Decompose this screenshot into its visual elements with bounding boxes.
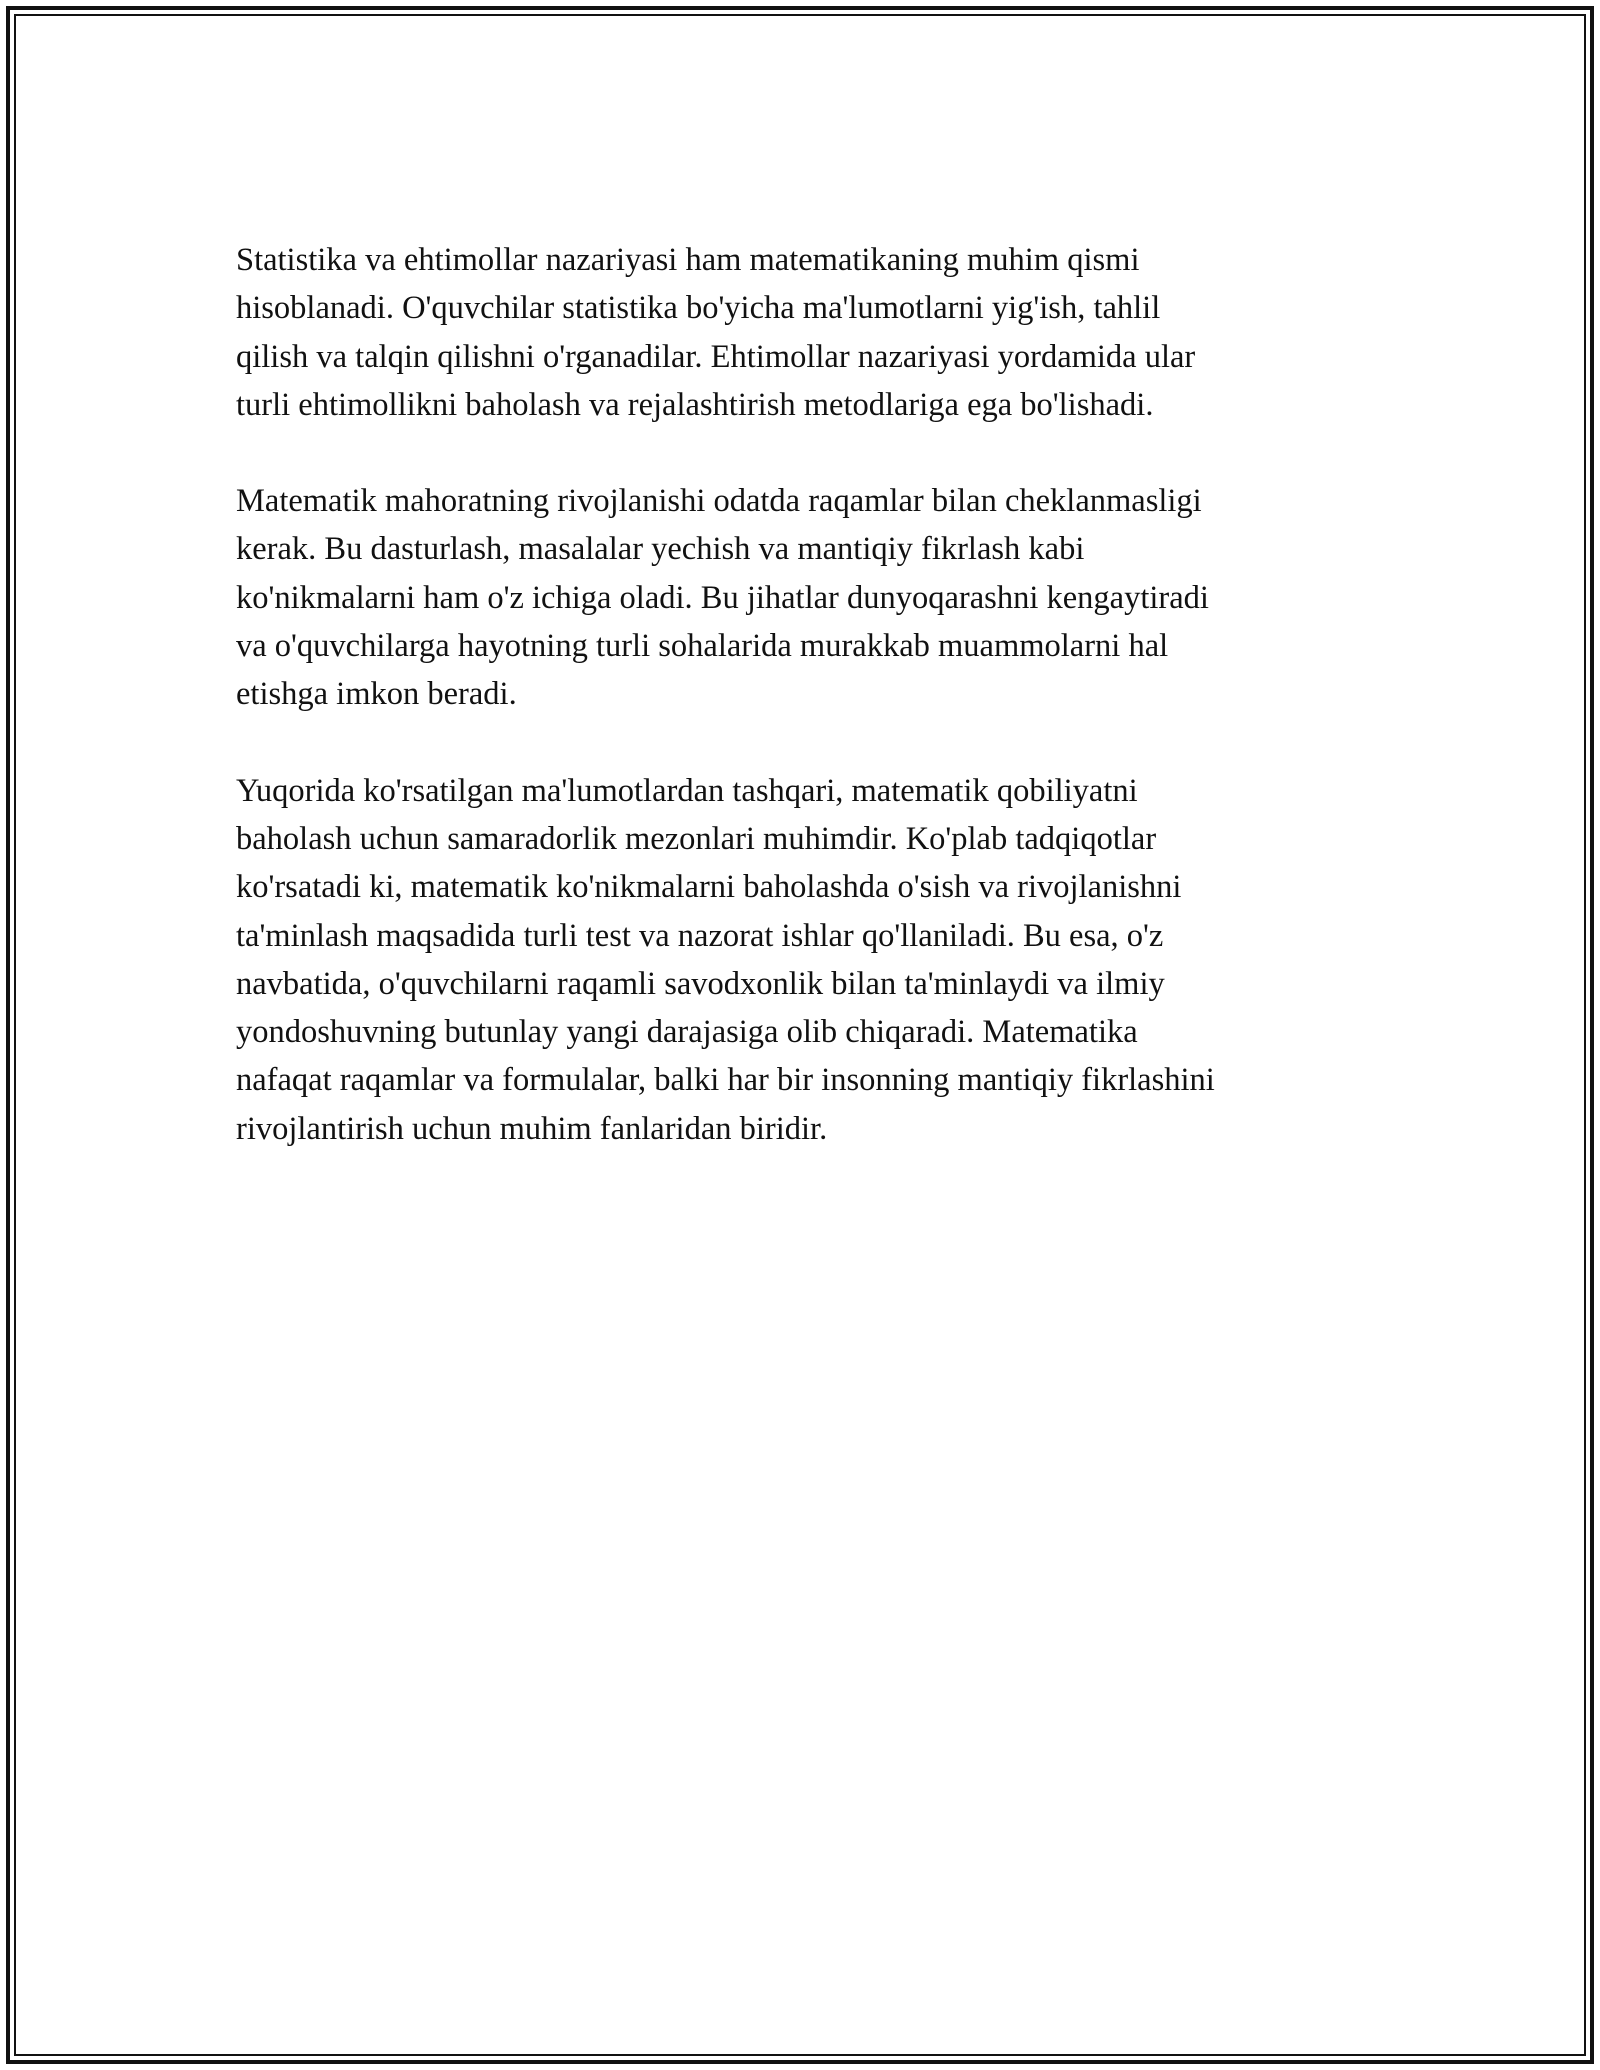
paragraph-statistics: Statistika va ehtimollar nazariyasi ham matematikaning muhim qismi hisoblanadi. O'quvchilar statistika bo'yicha ma'lumotlarni yig'ish, tahlil qilish va talqin qilishni o'rganadilar. Ehtimollar nazariyasi yordamida ular turli ehtimollikni baholash va rejalashtirish metodlariga ega bo'lishadi.: [236, 242, 1196, 423]
paragraph-math-skills: Matematik mahoratning rivojlanishi odatda raqamlar bilan cheklanmasligi kerak. Bu dasturlash, masalalar yechish va mantiqiy fikrlash kabi ko'nikmalarni ham o'z ichiga oladi. Bu jihatlar dunyoqarashni kengaytiradi va o'quvchilarga hayotning turli sohalarida murakkab muammolarni hal etishga imkon beradi.: [236, 483, 1209, 713]
document-body: [236, 236, 1366, 1153]
paragraph-assessment: Yuqorida ko'rsatilgan ma'lumotlardan tashqari, matematik qobiliyatni baholash uchun samaradorlik mezonlari muhimdir. Ko'plab tadqiqotlar ko'rsatadi ki, matematik ko'nikmalarni baholashda o'sish va rivojlanishni ta'minlash maqsadida turli test va nazorat ishlar qo'llaniladi. Bu esa, o'z navbatida, o'quvchilarni raqamli savodxonlik bilan ta'minlaydi va ilmiy yondoshuvning butunlay yangi darajasiga olib chiqaradi. Matematika nafaqat raqamlar va formulalar, balki har bir insonning mantiqiy fikrlashini rivojlantirish uchun muhim fanlaridan biridir.: [236, 772, 1215, 1147]
